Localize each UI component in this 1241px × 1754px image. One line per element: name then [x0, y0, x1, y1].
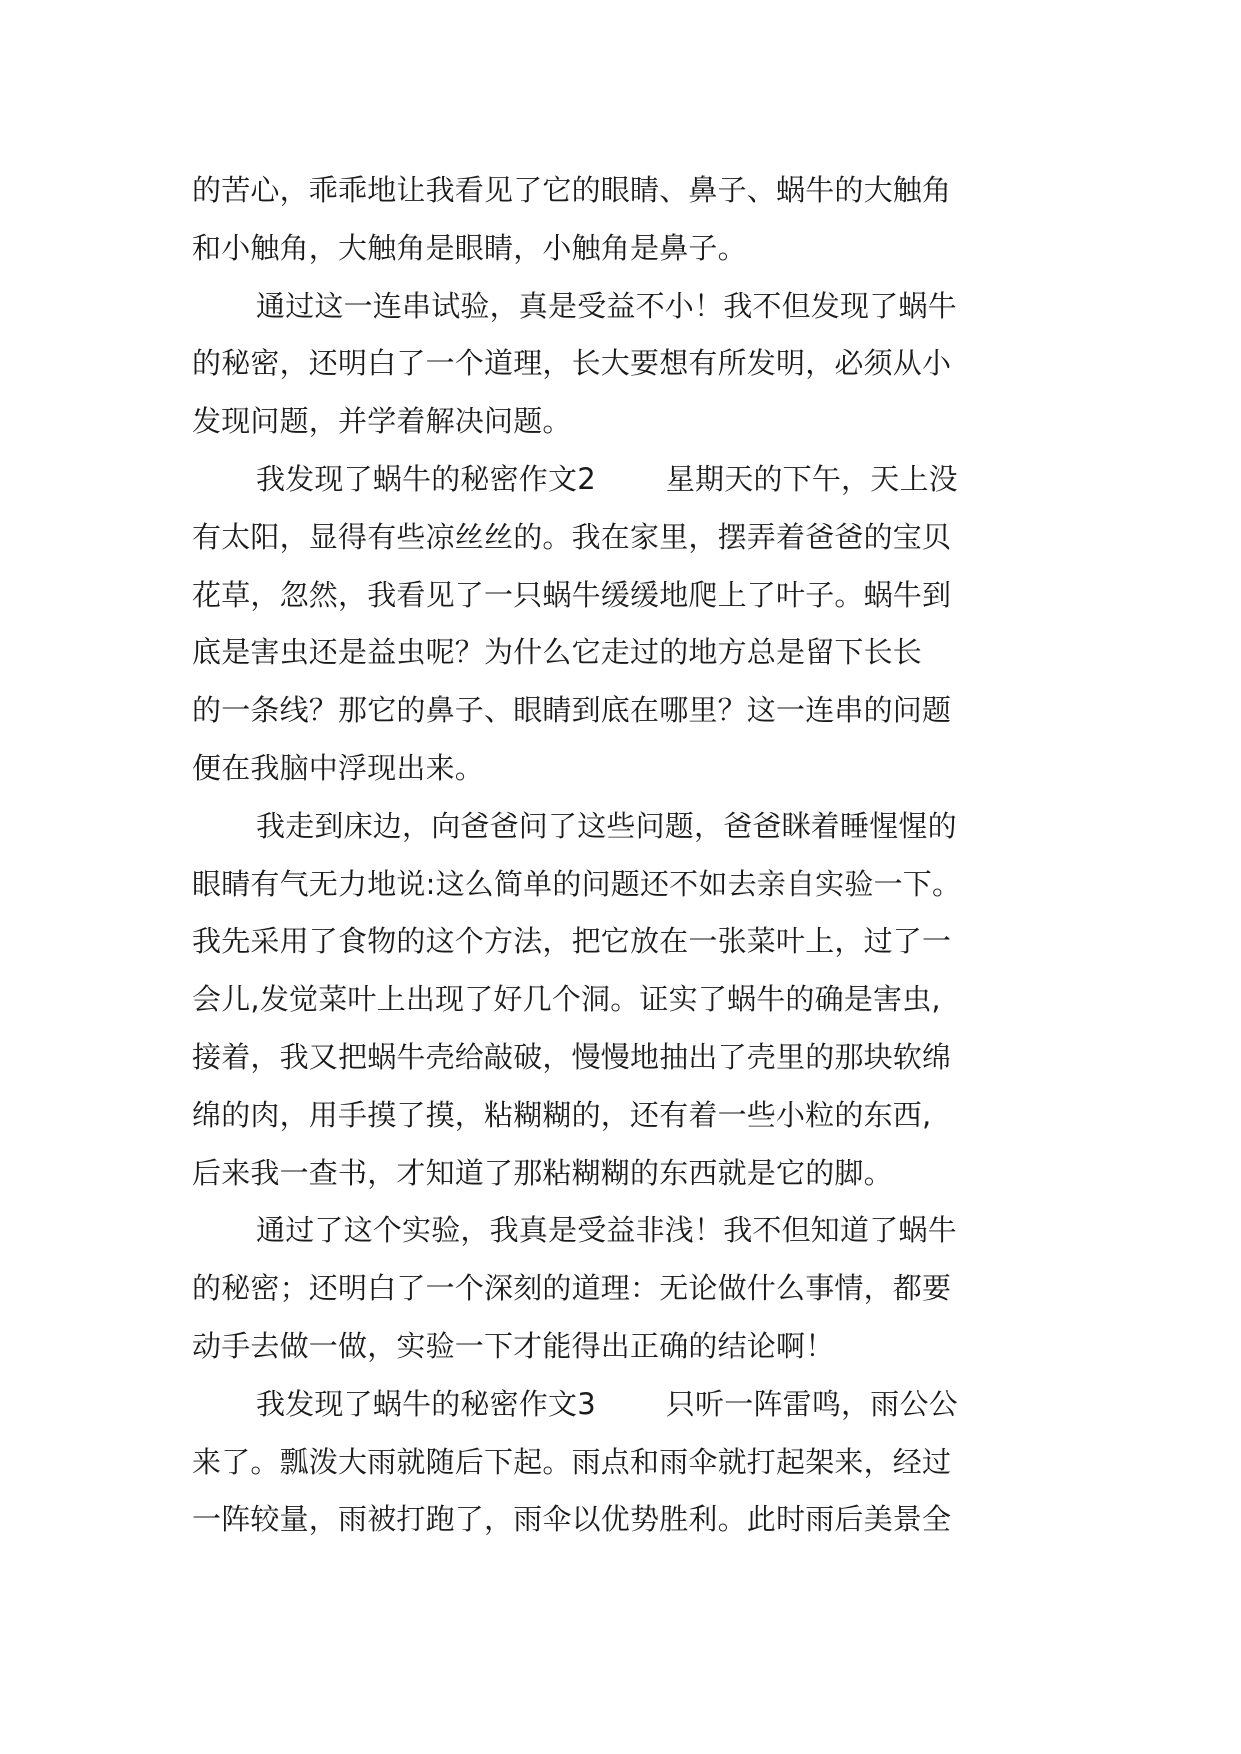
essay-text	[192, 162, 1072, 1549]
text-line: 一阵较量，雨被打跑了，雨伞以优势胜利。此时雨后美景全	[192, 1502, 952, 1537]
text-line: 接着，我又把蜗牛壳给敲破，慢慢地抽出了壳里的那块软绵	[192, 1039, 952, 1074]
essay-title: 我发现了蜗牛的秘密作文3	[256, 1386, 596, 1421]
text-line: 的苦心，乖乖地让我看见了它的眼睛、鼻子、蜗牛的大触角	[192, 173, 952, 207]
essay-heading-line	[192, 1376, 1072, 1434]
text-line: 的秘密；还明白了一个深刻的道理：无论做什么事情，都要	[192, 1271, 952, 1306]
text-line: 绵的肉，用手摸了摸，粘糊糊的，还有着一些小粒的东西,	[192, 1097, 932, 1132]
text-line: 会儿,发觉菜叶上出现了好几个洞。证实了蜗牛的确是害虫,	[192, 982, 941, 1017]
text-line: 底是害虫还是益虫呢？为什么它走过的地方总是留下长长	[192, 635, 923, 670]
text-line: 和小触角，大触角是眼睛，小触角是鼻子。	[192, 230, 747, 265]
essay-title: 我发现了蜗牛的秘密作文2	[256, 461, 596, 496]
text-line: 后来我一查书，才知道了那粘糊糊的东西就是它的脚。	[192, 1155, 893, 1190]
text-line: 眼睛有气无力地说:这么简单的问题还不如去亲自实验一下。	[192, 866, 962, 901]
text-line: 来了。瓢泼大雨就随后下起。雨点和雨伞就打起架来，经过	[192, 1444, 952, 1479]
paragraph-start-line: 通过了这个实验，我真是受益非浅！我不但知道了蜗牛	[256, 1213, 957, 1248]
paragraph-start-line: 我走到床边，向爸爸问了这些问题，爸爸眯着睡惺惺的	[256, 808, 957, 843]
text-line: 便在我脑中浮现出来。	[192, 750, 485, 785]
text-line: 有太阳，显得有些凉丝丝的。我在家里，摆弄着爸爸的宝贝	[192, 519, 952, 554]
text-line: 花草，忽然，我看见了一只蜗牛缓缓地爬上了叶子。蜗牛到	[192, 577, 952, 612]
text-line: 我先采用了食物的这个方法，把它放在一张菜叶上，过了一	[192, 924, 952, 959]
text-line: 发现问题，并学着解决问题。	[192, 404, 572, 439]
paragraph-start-line: 通过这一连串试验，真是受益不小！我不但发现了蜗牛	[256, 288, 957, 323]
text-line: 动手去做一做，实验一下才能得出正确的结论啊！	[192, 1328, 835, 1363]
text-line: 的秘密，还明白了一个道理，长大要想有所发明，必须从小	[192, 346, 952, 381]
paragraph-start-text: 只听一阵雷鸣，雨公公	[665, 1386, 958, 1421]
essay-heading-line	[192, 451, 1072, 509]
paragraph-start-text: 星期天的下午，天上没	[665, 461, 958, 496]
text-line: 的一条线？那它的鼻子、眼睛到底在哪里？这一连串的问题	[192, 693, 952, 728]
